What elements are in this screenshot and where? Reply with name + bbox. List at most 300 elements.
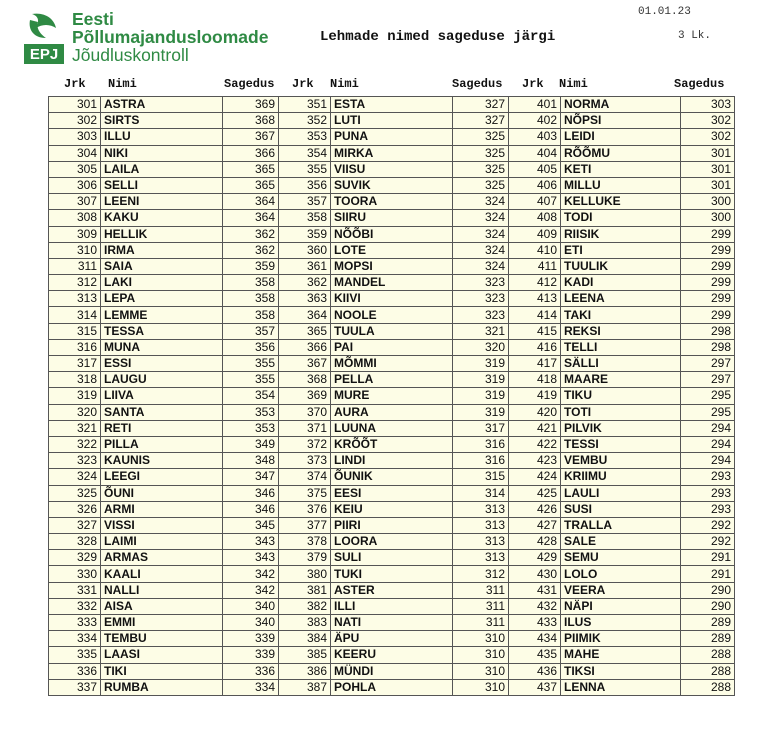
row-count: 301	[681, 177, 735, 193]
row-count: 340	[223, 598, 279, 614]
table-row	[509, 566, 735, 582]
row-name: ARMAS	[101, 550, 223, 566]
table-row	[509, 534, 735, 550]
row-jrk: 435	[509, 647, 561, 663]
row-count: 290	[681, 582, 735, 598]
row-count: 291	[681, 566, 735, 582]
row-name: TODI	[561, 210, 681, 226]
row-name: TRALLA	[561, 517, 681, 533]
table-row	[509, 469, 735, 485]
table-row	[279, 323, 509, 339]
table-row	[509, 258, 735, 274]
row-count: 327	[453, 97, 509, 113]
table-row	[509, 388, 735, 404]
row-name: ÕUNIK	[331, 469, 453, 485]
row-name: ETI	[561, 242, 681, 258]
table-row	[279, 161, 509, 177]
column-headers	[0, 72, 768, 96]
table-row	[509, 275, 735, 291]
row-name: ESTA	[331, 97, 453, 113]
row-name: LOTE	[331, 242, 453, 258]
table-row	[49, 517, 279, 533]
epj-logo	[24, 8, 269, 66]
row-name: ILLU	[101, 129, 223, 145]
row-name: NÄPI	[561, 598, 681, 614]
row-count: 325	[453, 129, 509, 145]
row-name: LINDI	[331, 453, 453, 469]
table-row	[279, 356, 509, 372]
row-count: 298	[681, 339, 735, 355]
row-jrk: 417	[509, 356, 561, 372]
row-name: SIIRU	[331, 210, 453, 226]
row-jrk: 327	[49, 517, 101, 533]
table-row	[49, 663, 279, 679]
row-jrk: 317	[49, 356, 101, 372]
row-count: 325	[453, 161, 509, 177]
row-name: ILLI	[331, 598, 453, 614]
row-name: SALE	[561, 534, 681, 550]
row-jrk: 401	[509, 97, 561, 113]
name-table-1	[48, 96, 279, 696]
row-name: TUULA	[331, 323, 453, 339]
row-name: MURE	[331, 388, 453, 404]
row-name: TIKSI	[561, 663, 681, 679]
row-count: 299	[681, 275, 735, 291]
row-jrk: 303	[49, 129, 101, 145]
report-date: 01.01.23	[638, 6, 691, 18]
row-jrk: 311	[49, 258, 101, 274]
table-row	[49, 598, 279, 614]
table-row	[509, 339, 735, 355]
row-jrk: 336	[49, 663, 101, 679]
table-row	[279, 97, 509, 113]
row-name: KIIVI	[331, 291, 453, 307]
row-count: 366	[223, 145, 279, 161]
row-name: KADI	[561, 275, 681, 291]
row-name: KETI	[561, 161, 681, 177]
table-row	[49, 145, 279, 161]
table-row	[279, 485, 509, 501]
row-count: 359	[223, 258, 279, 274]
table-row	[49, 307, 279, 323]
row-name: RÕÕMU	[561, 145, 681, 161]
table-row	[279, 404, 509, 420]
row-name: SULI	[331, 550, 453, 566]
row-name: LOORA	[331, 534, 453, 550]
row-name: LAILA	[101, 161, 223, 177]
table-row	[49, 194, 279, 210]
row-count: 289	[681, 615, 735, 631]
row-count: 325	[453, 145, 509, 161]
row-jrk: 378	[279, 534, 331, 550]
row-name: TOTI	[561, 404, 681, 420]
row-count: 298	[681, 323, 735, 339]
row-count: 345	[223, 517, 279, 533]
table-row	[49, 372, 279, 388]
col-jrk-2: Jrk	[292, 77, 314, 91]
row-count: 299	[681, 226, 735, 242]
row-count: 320	[453, 339, 509, 355]
row-jrk: 304	[49, 145, 101, 161]
row-jrk: 424	[509, 469, 561, 485]
row-jrk: 385	[279, 647, 331, 663]
row-jrk: 351	[279, 97, 331, 113]
row-name: ASTER	[331, 582, 453, 598]
name-table-3	[508, 96, 735, 696]
table-row	[49, 97, 279, 113]
row-jrk: 402	[509, 113, 561, 129]
row-count: 303	[681, 97, 735, 113]
row-name: EMMI	[101, 615, 223, 631]
row-jrk: 407	[509, 194, 561, 210]
row-count: 314	[453, 485, 509, 501]
page-title: Lehmade nimed sageduse järgi	[320, 29, 556, 45]
row-jrk: 326	[49, 501, 101, 517]
row-count: 356	[223, 339, 279, 355]
row-jrk: 419	[509, 388, 561, 404]
row-jrk: 358	[279, 210, 331, 226]
table-row	[279, 453, 509, 469]
row-count: 339	[223, 631, 279, 647]
row-jrk: 368	[279, 372, 331, 388]
row-count: 319	[453, 372, 509, 388]
table-row	[49, 275, 279, 291]
row-count: 311	[453, 615, 509, 631]
row-count: 301	[681, 145, 735, 161]
table-row	[49, 129, 279, 145]
col-count-2: Sagedus	[452, 77, 503, 91]
row-count: 291	[681, 550, 735, 566]
row-name: TESSA	[101, 323, 223, 339]
row-jrk: 307	[49, 194, 101, 210]
table-row	[49, 550, 279, 566]
table-row	[509, 485, 735, 501]
row-jrk: 319	[49, 388, 101, 404]
row-name: POHLA	[331, 679, 453, 695]
row-jrk: 333	[49, 615, 101, 631]
table-row	[279, 113, 509, 129]
row-count: 343	[223, 534, 279, 550]
row-jrk: 437	[509, 679, 561, 695]
row-name: LAUGU	[101, 372, 223, 388]
row-count: 293	[681, 501, 735, 517]
row-jrk: 332	[49, 598, 101, 614]
col-name-3: Nimi	[559, 77, 588, 91]
row-count: 369	[223, 97, 279, 113]
row-count: 364	[223, 194, 279, 210]
row-name: VEMBU	[561, 453, 681, 469]
row-count: 310	[453, 663, 509, 679]
row-name: VEERA	[561, 582, 681, 598]
logo-line-2: Põllumajandusloomade	[72, 27, 269, 47]
row-jrk: 429	[509, 550, 561, 566]
row-name: KELLUKE	[561, 194, 681, 210]
row-name: SIRTS	[101, 113, 223, 129]
row-count: 340	[223, 615, 279, 631]
row-name: LUTI	[331, 113, 453, 129]
row-name: PAI	[331, 339, 453, 355]
row-name: REKSI	[561, 323, 681, 339]
table-row	[279, 647, 509, 663]
table-row	[509, 372, 735, 388]
table-row	[279, 194, 509, 210]
row-jrk: 433	[509, 615, 561, 631]
row-jrk: 352	[279, 113, 331, 129]
table-row	[279, 388, 509, 404]
row-count: 288	[681, 647, 735, 663]
row-name: MIRKA	[331, 145, 453, 161]
row-jrk: 321	[49, 420, 101, 436]
row-count: 353	[223, 420, 279, 436]
row-count: 321	[453, 323, 509, 339]
row-count: 302	[681, 113, 735, 129]
table-row	[509, 226, 735, 242]
row-jrk: 420	[509, 404, 561, 420]
row-jrk: 310	[49, 242, 101, 258]
row-jrk: 335	[49, 647, 101, 663]
row-name: LEENI	[101, 194, 223, 210]
row-name: AISA	[101, 598, 223, 614]
row-count: 289	[681, 631, 735, 647]
table-row	[509, 356, 735, 372]
row-jrk: 386	[279, 663, 331, 679]
row-count: 315	[453, 469, 509, 485]
row-name: TEMBU	[101, 631, 223, 647]
row-count: 347	[223, 469, 279, 485]
row-jrk: 375	[279, 485, 331, 501]
row-count: 349	[223, 436, 279, 452]
table-row	[49, 388, 279, 404]
row-jrk: 353	[279, 129, 331, 145]
row-name: MILLU	[561, 177, 681, 193]
row-count: 297	[681, 372, 735, 388]
row-count: 323	[453, 275, 509, 291]
row-count: 313	[453, 550, 509, 566]
row-name: TAKI	[561, 307, 681, 323]
row-jrk: 361	[279, 258, 331, 274]
row-name: MÜNDI	[331, 663, 453, 679]
logo-line-1: Eesti	[72, 9, 114, 29]
row-name: PILVIK	[561, 420, 681, 436]
row-jrk: 430	[509, 566, 561, 582]
row-jrk: 302	[49, 113, 101, 129]
row-jrk: 359	[279, 226, 331, 242]
table-row	[509, 550, 735, 566]
table-row	[509, 679, 735, 695]
col-name-1: Nimi	[108, 77, 137, 91]
table-row	[49, 679, 279, 695]
row-count: 358	[223, 275, 279, 291]
row-name: LAULI	[561, 485, 681, 501]
table-row	[509, 453, 735, 469]
row-count: 312	[453, 566, 509, 582]
row-jrk: 356	[279, 177, 331, 193]
row-count: 362	[223, 226, 279, 242]
row-count: 313	[453, 517, 509, 533]
logo-badge-text: EPJ	[29, 46, 59, 63]
row-jrk: 373	[279, 453, 331, 469]
table-row	[279, 420, 509, 436]
row-count: 342	[223, 582, 279, 598]
row-count: 339	[223, 647, 279, 663]
row-name: SELLI	[101, 177, 223, 193]
row-name: KAALI	[101, 566, 223, 582]
row-jrk: 318	[49, 372, 101, 388]
table-row	[509, 598, 735, 614]
row-name: IRMA	[101, 242, 223, 258]
row-jrk: 382	[279, 598, 331, 614]
row-count: 295	[681, 388, 735, 404]
row-jrk: 410	[509, 242, 561, 258]
row-jrk: 364	[279, 307, 331, 323]
row-count: 300	[681, 194, 735, 210]
row-count: 288	[681, 663, 735, 679]
table-row	[509, 210, 735, 226]
col-jrk-1: Jrk	[64, 77, 86, 91]
row-name: SANTA	[101, 404, 223, 420]
table-row	[509, 177, 735, 193]
row-count: 299	[681, 307, 735, 323]
page-header	[0, 0, 768, 72]
col-count-1: Sagedus	[224, 77, 275, 91]
row-name: KEERU	[331, 647, 453, 663]
row-name: ÕUNI	[101, 485, 223, 501]
table-row	[279, 534, 509, 550]
row-count: 299	[681, 291, 735, 307]
table-row	[279, 129, 509, 145]
row-jrk: 411	[509, 258, 561, 274]
row-count: 353	[223, 404, 279, 420]
row-count: 295	[681, 404, 735, 420]
row-count: 325	[453, 177, 509, 193]
table-row	[509, 307, 735, 323]
row-name: SEMU	[561, 550, 681, 566]
table-row	[49, 226, 279, 242]
row-jrk: 426	[509, 501, 561, 517]
row-count: 334	[223, 679, 279, 695]
row-jrk: 436	[509, 663, 561, 679]
row-name: LEPA	[101, 291, 223, 307]
table-row	[509, 615, 735, 631]
row-count: 311	[453, 598, 509, 614]
row-jrk: 322	[49, 436, 101, 452]
row-count: 290	[681, 598, 735, 614]
row-count: 355	[223, 356, 279, 372]
row-count: 299	[681, 258, 735, 274]
row-jrk: 404	[509, 145, 561, 161]
table-row	[279, 291, 509, 307]
row-jrk: 380	[279, 566, 331, 582]
table-row	[49, 356, 279, 372]
row-jrk: 384	[279, 631, 331, 647]
table-row	[279, 631, 509, 647]
row-name: KAUNIS	[101, 453, 223, 469]
row-count: 323	[453, 291, 509, 307]
row-name: TOORA	[331, 194, 453, 210]
row-count: 292	[681, 517, 735, 533]
table-row	[279, 210, 509, 226]
row-count: 336	[223, 663, 279, 679]
row-name: LIIVA	[101, 388, 223, 404]
row-name: EESI	[331, 485, 453, 501]
row-name: MAHE	[561, 647, 681, 663]
row-name: LEENA	[561, 291, 681, 307]
row-jrk: 376	[279, 501, 331, 517]
row-jrk: 372	[279, 436, 331, 452]
row-name: MANDEL	[331, 275, 453, 291]
row-jrk: 371	[279, 420, 331, 436]
row-count: 294	[681, 453, 735, 469]
table-row	[49, 582, 279, 598]
row-jrk: 325	[49, 485, 101, 501]
row-count: 327	[453, 113, 509, 129]
table-row	[49, 631, 279, 647]
table-row	[509, 145, 735, 161]
row-name: LEEGI	[101, 469, 223, 485]
table-row	[49, 469, 279, 485]
row-name: MUNA	[101, 339, 223, 355]
row-name: ARMI	[101, 501, 223, 517]
row-jrk: 305	[49, 161, 101, 177]
row-count: 367	[223, 129, 279, 145]
table-row	[279, 145, 509, 161]
row-jrk: 313	[49, 291, 101, 307]
table-row	[279, 436, 509, 452]
row-name: ILUS	[561, 615, 681, 631]
row-name: KRÕÕT	[331, 436, 453, 452]
row-name: ESSI	[101, 356, 223, 372]
row-count: 316	[453, 453, 509, 469]
row-name: NORMA	[561, 97, 681, 113]
row-jrk: 369	[279, 388, 331, 404]
row-count: 324	[453, 194, 509, 210]
row-jrk: 367	[279, 356, 331, 372]
table-row	[509, 323, 735, 339]
row-name: LAIMI	[101, 534, 223, 550]
table-row	[509, 194, 735, 210]
row-jrk: 370	[279, 404, 331, 420]
table-row	[279, 550, 509, 566]
row-count: 317	[453, 420, 509, 436]
row-name: LENNA	[561, 679, 681, 695]
table-row	[49, 258, 279, 274]
table-row	[49, 210, 279, 226]
row-name: NÕPSI	[561, 113, 681, 129]
row-jrk: 360	[279, 242, 331, 258]
table-row	[509, 517, 735, 533]
row-name: RIISIK	[561, 226, 681, 242]
row-count: 324	[453, 210, 509, 226]
logo-wordmark	[72, 10, 268, 64]
table-row	[279, 275, 509, 291]
row-jrk: 403	[509, 129, 561, 145]
row-name: MAARE	[561, 372, 681, 388]
table-row	[49, 161, 279, 177]
table-row	[279, 177, 509, 193]
row-count: 358	[223, 307, 279, 323]
table-row	[49, 647, 279, 663]
table-row	[509, 582, 735, 598]
table-row	[49, 404, 279, 420]
table-row	[49, 453, 279, 469]
row-jrk: 355	[279, 161, 331, 177]
table-row	[509, 129, 735, 145]
row-jrk: 418	[509, 372, 561, 388]
table-row	[279, 679, 509, 695]
row-count: 288	[681, 679, 735, 695]
row-jrk: 432	[509, 598, 561, 614]
table-row	[49, 420, 279, 436]
